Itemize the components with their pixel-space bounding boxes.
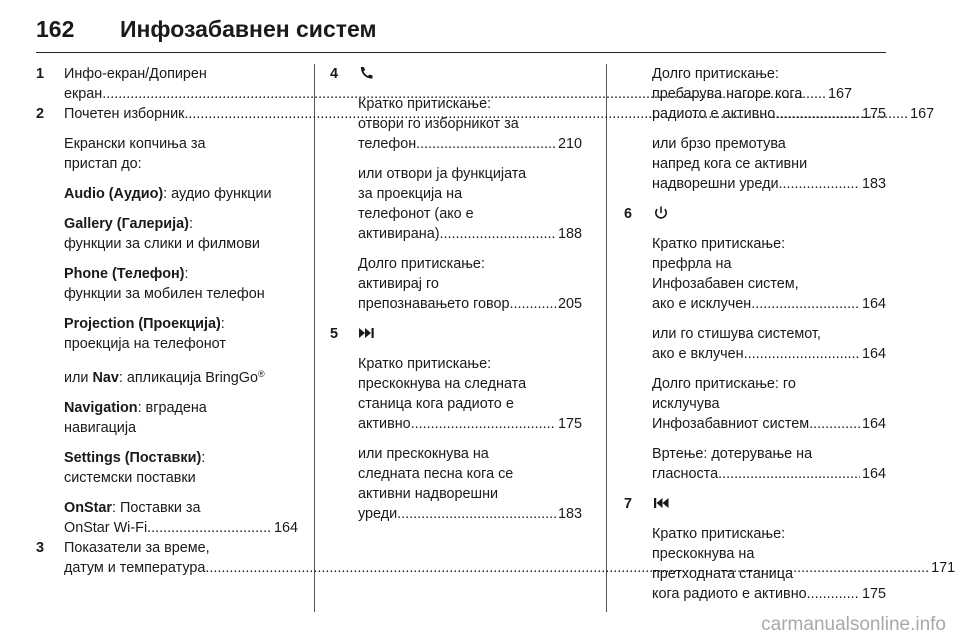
page-ref: 175 bbox=[557, 416, 582, 432]
next-long-press: Долго притискање: пребарува нагоре кога радиото е активно ..... 175 bbox=[652, 64, 886, 124]
entry-5 bbox=[330, 324, 582, 344]
column-divider bbox=[314, 64, 315, 612]
screen-buttons-intro: Екрански копчиња за пристап до: bbox=[64, 136, 206, 172]
entry-text: Показатели за време, bbox=[64, 540, 210, 556]
page-ref: 183 bbox=[861, 176, 886, 192]
onstar-item: OnStar: Поставки за OnStar Wi-Fi ..... 164 bbox=[64, 498, 298, 538]
fast-forward: или брзо премотува напред кога се активни надворешни уреди ..... 183 bbox=[652, 134, 886, 194]
column-divider bbox=[606, 64, 607, 612]
page-ref: 167 bbox=[910, 106, 935, 122]
page-ref: 175 bbox=[861, 586, 886, 602]
page-ref: 164 bbox=[861, 416, 886, 432]
page-ref: 171 bbox=[931, 560, 956, 576]
page-ref: 164 bbox=[861, 296, 886, 312]
page-number: 162 bbox=[36, 16, 75, 42]
settings-item: Settings (Поставки): системски поставки bbox=[64, 450, 206, 486]
prev-short-press: Кратко притискање: прескокнува на претходната станица кога радиото е активно ..... 175 bbox=[652, 524, 886, 604]
phone-item: Phone (Телефон): функции за мобилен телефон bbox=[64, 266, 265, 302]
power-long-press: Долго притискање: го исклучува Инфозабавниот систем ..... 164 bbox=[652, 374, 886, 434]
entry-number: 1 bbox=[36, 66, 45, 82]
next-track: или прескокнува на следната песна кога се активни надворешни уреди ..... 183 bbox=[358, 444, 582, 524]
page-title: Инфозабавнен систем bbox=[120, 16, 377, 42]
page-header bbox=[36, 14, 886, 53]
entry-number: 4 bbox=[330, 66, 339, 82]
phone-long-press: Долго притискање: активирај го препознавањето говор ..... 205 bbox=[358, 254, 582, 314]
page-ref: 188 bbox=[557, 226, 582, 242]
gallery-item: Gallery (Галерија): функции за слики и филмови bbox=[64, 216, 260, 252]
nav-item: или Nav: апликација BringGo® bbox=[64, 369, 265, 386]
power-mute: или го стишува системот, ако е вклучен ..... 164 bbox=[652, 324, 886, 364]
page-ref: 164 bbox=[273, 520, 298, 536]
page-ref: 210 bbox=[557, 136, 582, 152]
entry-number: 6 bbox=[624, 206, 633, 222]
entry-4 bbox=[330, 64, 582, 84]
phone-projection: или отвори ја функцијата за проекција на телефонот (ако е активирана) ..... 188 bbox=[358, 164, 582, 244]
skip-forward-icon bbox=[358, 325, 376, 341]
entry-text: Инфо-екран/Допирен bbox=[64, 66, 207, 82]
page-ref: 164 bbox=[861, 466, 886, 482]
watermark: carmanualsonline.info bbox=[761, 614, 946, 635]
skip-back-icon bbox=[652, 495, 670, 511]
volume-rotate: Вртење: дотерување на гласноста ..... 164 bbox=[652, 444, 886, 484]
entry-text: екран bbox=[64, 86, 103, 102]
power-icon bbox=[652, 205, 670, 221]
next-short-press: Кратко притискање: прескокнува на следната станица кога радиото е активно ..... 175 bbox=[358, 354, 582, 434]
phone-short-press: Кратко притискање: отвори го изборникот за телефон ..... 210 bbox=[358, 94, 582, 154]
entry-number: 2 bbox=[36, 106, 45, 122]
page-ref: 164 bbox=[861, 346, 886, 362]
audio-item: Audio (Аудио): аудио функции bbox=[64, 186, 272, 202]
power-short-press: Кратко притискање: префрла на Инфозабавен систем, ако е исклучен ..... 164 bbox=[652, 234, 886, 314]
entry-6 bbox=[624, 204, 886, 224]
entry-number: 5 bbox=[330, 326, 339, 342]
page-ref: 175 bbox=[861, 106, 886, 122]
page-ref: 183 bbox=[557, 506, 582, 522]
navigation-item: Navigation: вградена навигација bbox=[64, 400, 207, 436]
projection-item: Projection (Проекција): проекција на телефонот bbox=[64, 316, 226, 352]
entry-text: датум и температура bbox=[64, 560, 206, 576]
page-ref: 205 bbox=[557, 296, 582, 312]
phone-icon bbox=[358, 65, 376, 81]
entry-number: 3 bbox=[36, 540, 45, 556]
column-3 bbox=[624, 64, 886, 604]
column-2 bbox=[330, 64, 582, 524]
page-ref: 167 bbox=[827, 86, 852, 102]
entry-text: Почетен изборник bbox=[64, 106, 185, 122]
entry-number: 7 bbox=[624, 496, 633, 512]
entry-7 bbox=[624, 494, 886, 514]
